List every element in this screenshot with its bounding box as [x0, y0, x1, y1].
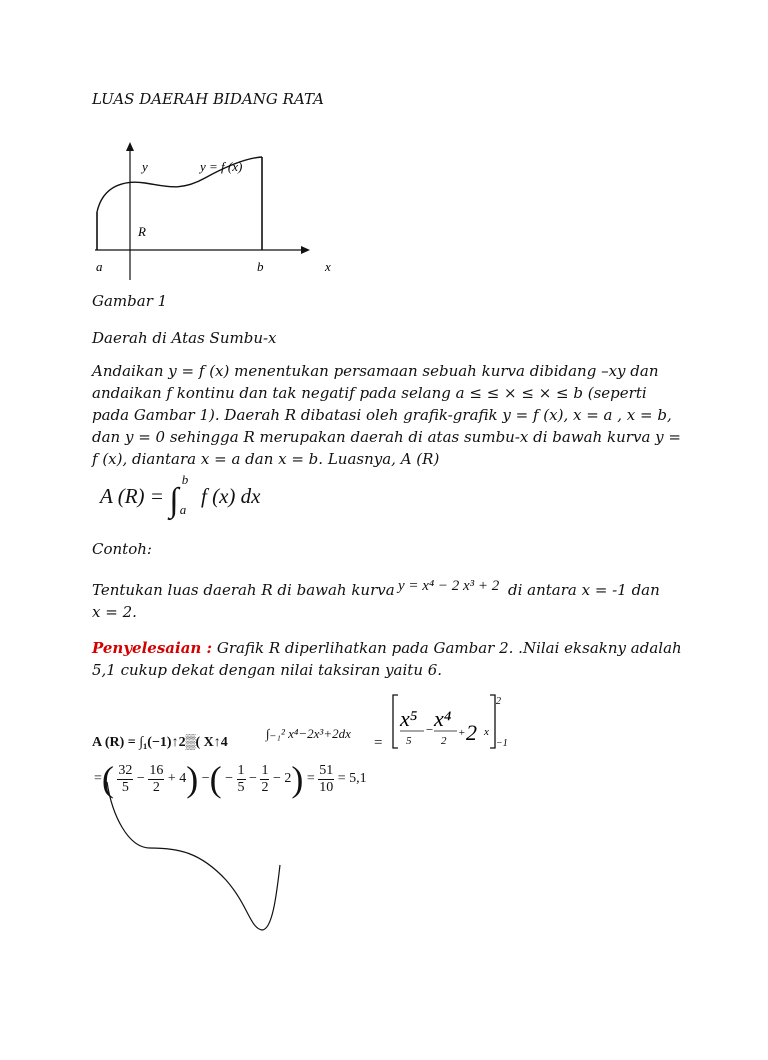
example-curve: y = x⁴ − 2 x³ + 2	[398, 578, 500, 594]
example-label: Contoh:	[92, 540, 152, 558]
bracket-term-x5: x⁵	[400, 706, 418, 731]
integral-upper-bound: b	[181, 472, 189, 488]
example-text-3: x = 2.	[92, 603, 137, 621]
bracket-minus: −	[425, 722, 434, 737]
definition-paragraph: Andaikan y = f (x) menentukan persamaan sebuah kurva dibidang –xy dan andaikan f kontinu dan tak negatif pada selang a ≤ ≤ × ≤ × ≤ b (seperti pada Gambar 1). Daerah R dibatasi oleh grafik-grafik y = f (x), x = a , x = b, dan y = 0 sehingga R merupakan daerah di atas sumbu-x di bawah kurva y = f (x), diantara x = a dan x = b. Luasnya, A (R)	[92, 362, 681, 468]
result-minus-2: − 2	[272, 771, 292, 786]
example-text-1: Tentukan luas daerah R di bawah kurva	[92, 581, 395, 599]
area-formula	[100, 472, 261, 520]
example-text-2: di antara x = -1 dan	[508, 581, 660, 599]
integral-lower-bound: a	[179, 502, 187, 518]
bracket-lower-limit: −1	[496, 738, 508, 749]
figure-caption: Gambar 1	[92, 292, 168, 310]
x-axis-arrow-icon	[301, 246, 310, 254]
result-line: =( $\frac{32}{5}$ − $\frac{16}{2}$ + 4) −( − $\frac{1}{5}$ − $\frac{1}{2}$ − 2) = $\frac{51}{10}$ = 5,1	[94, 759, 367, 799]
label-y: y	[142, 159, 148, 174]
bracket-upper-limit: 2	[496, 696, 501, 707]
solution-text: Grafik R diperlihatkan pada Gambar 2. .Nilai eksakny adalah 5,1 cukup dekat dengan nilai taksiran yaitu 6.	[92, 639, 682, 679]
label-x: x	[325, 259, 331, 274]
section-subtitle: Daerah di Atas Sumbu-x	[92, 329, 277, 347]
figure-2-curve-sketch	[0, 760, 768, 1060]
result-plus-4: + 4	[167, 771, 187, 786]
page-title: LUAS DAERAH BIDANG RATA	[92, 90, 324, 108]
calc-equals: =	[374, 735, 383, 751]
calc-integral: ∫₋₁² x⁴−2x³+2dx	[266, 726, 351, 741]
fraction-16-2: $\frac{16}{2}$	[149, 762, 164, 795]
label-a: a	[96, 259, 103, 274]
bracket-term-2: 2	[466, 720, 477, 745]
solution-label: Penyelesaian :	[92, 639, 213, 657]
bracket-den-2: 2	[441, 735, 447, 747]
fraction-1-5: $\frac{1}{5}$	[237, 762, 245, 795]
calc-lhs: A (R) = ∫₁(−1)↑2▒( X↑4	[92, 735, 228, 750]
integral-sign-icon: ∫	[169, 482, 179, 519]
label-R: R	[138, 224, 146, 239]
bracket-term-x: x	[484, 726, 489, 738]
solution-paragraph	[92, 637, 682, 681]
area-formula-integrand: f (x) dx	[201, 484, 261, 508]
bracket-plus: +	[458, 727, 466, 739]
fraction-32-5: $\frac{32}{5}$	[118, 762, 133, 795]
label-b: b	[257, 259, 264, 274]
figure-1-graph	[0, 0, 768, 300]
bracket-den-5: 5	[406, 735, 412, 747]
area-formula-lhs: A (R) =	[100, 484, 164, 508]
label-fx: y = f (x)	[200, 159, 243, 174]
fraction-51-10: $\frac{51}{10}$	[319, 762, 334, 795]
fraction-1-2: $\frac{1}{2}$	[261, 762, 269, 795]
y-axis-arrow-icon	[126, 142, 134, 151]
result-value: = 5,1	[337, 771, 367, 786]
bracket-term-x4: x⁴	[434, 706, 452, 731]
